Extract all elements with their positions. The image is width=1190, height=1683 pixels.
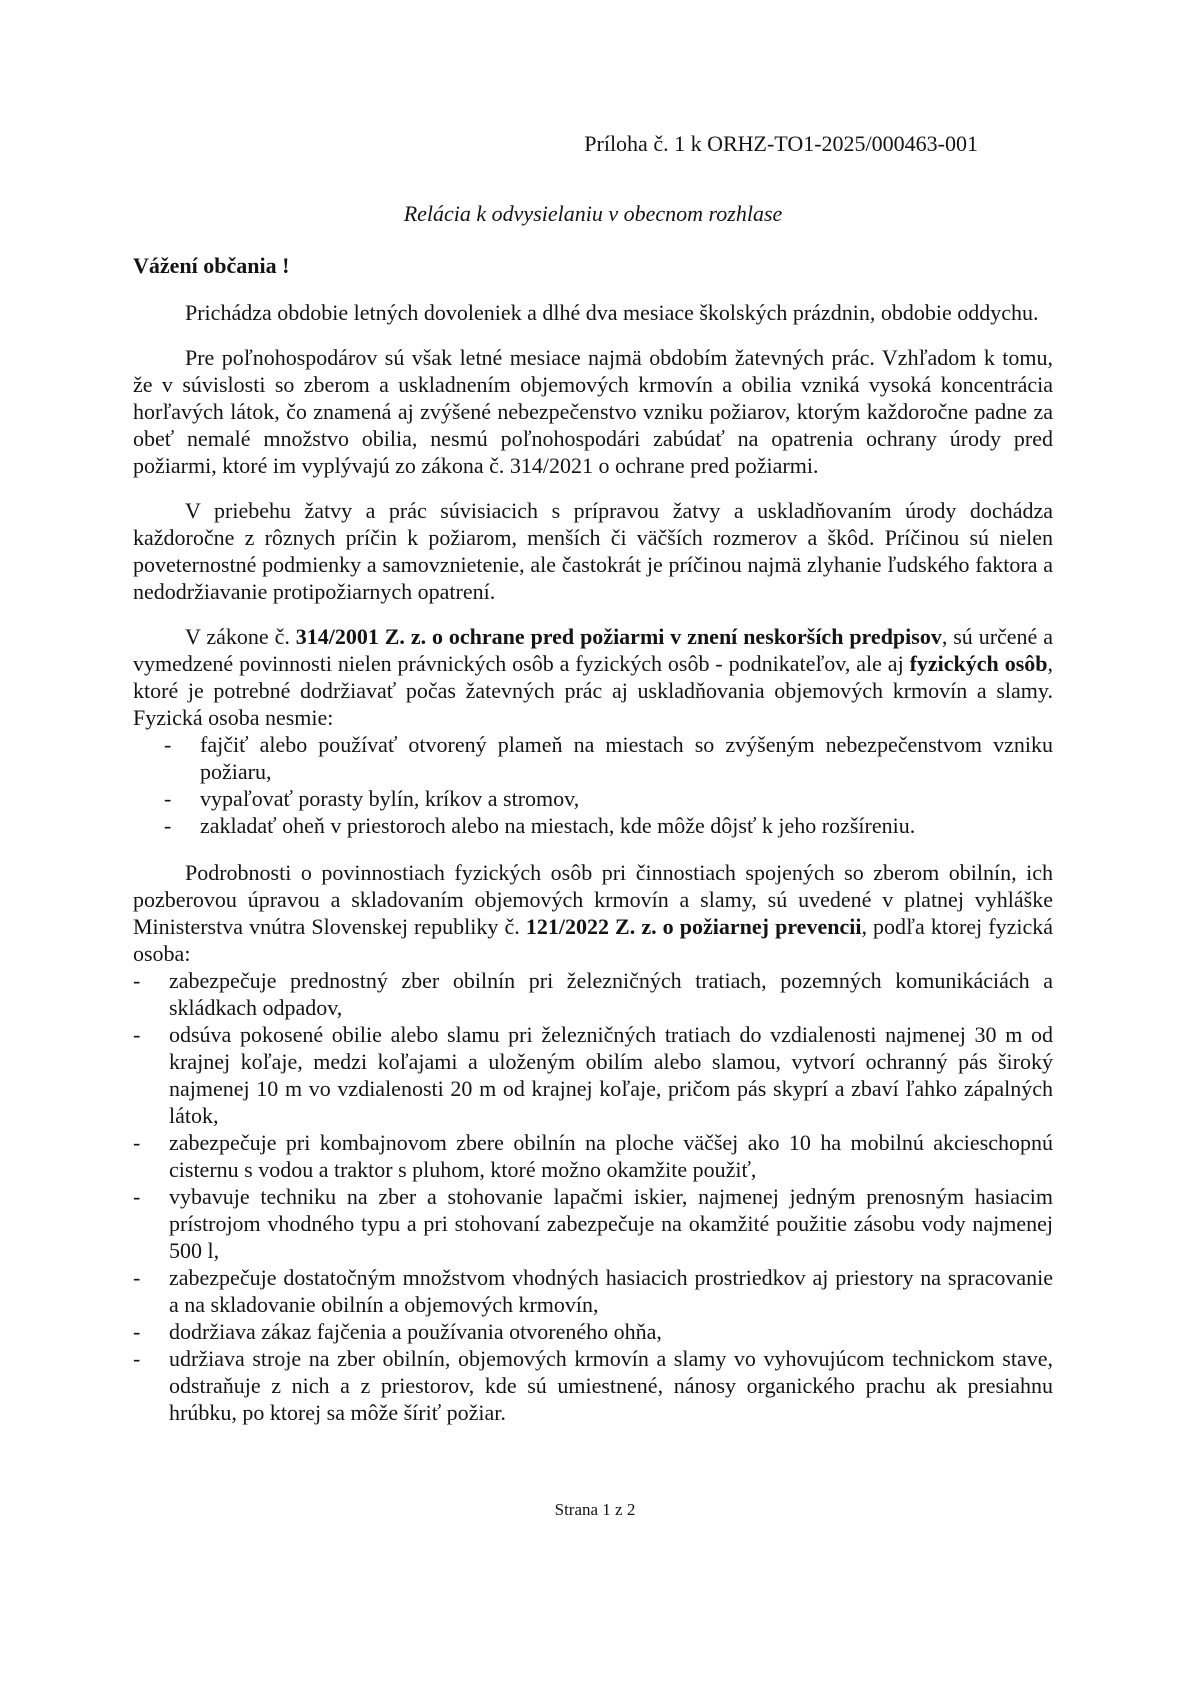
paragraph-farmers: Pre poľnohospodárov sú však letné mesiace najmä obdobím žatevných prác. Vzhľadom k tomu, že v súvislosti so zberom a uskladnením objemových krmovín a obilia vzniká vysoká koncentrácia horľavých látok, čo znamená aj zvýšené nebezpečenstvo vzniku požiarov, ktorým každoročne padne za obeť nemalé množstvo obilia, nesmú poľnohospodári zabúdať na opatrenia ochrany úrody pred požiarmi, ktoré im vyplývajú zo zákona č. 314/2021 o ochrane pred požiarmi. — [133, 345, 1053, 478]
list-item-text: zabezpečuje prednostný zber obilnín pri železničných tratiach, pozemných komunikáciách a skládkach odpadov, — [169, 968, 1053, 1020]
dash-marker: - — [133, 1265, 141, 1290]
list-item-text: vybavuje techniku na zber a stohovanie lapačmi iskier, najmenej jedným prenosným hasiacim prístrojom vhodného typu a pri stohovaní zabezpečuje na okamžité použitie zásobu vody najmenej 500 l, — [169, 1184, 1053, 1263]
list-item — [164, 731, 1053, 785]
list-item-text: zakladať oheň v priestoroch alebo na miestach, kde môže dôjsť k jeho rozšíreniu. — [200, 813, 916, 838]
list-item-text: dodržiava zákaz fajčenia a používania otvoreného ohňa, — [169, 1319, 662, 1344]
text-run: , sú určené a vymedzené povinnosti nielen právnických osôb a fyzických osôb - podnikateľov, ale aj — [133, 624, 1053, 676]
paragraph-decree-121 — [133, 859, 1053, 967]
attachment-reference: Príloha č. 1 k ORHZ-TO1-2025/000463-001 — [584, 131, 978, 156]
dash-marker: - — [133, 1184, 141, 1209]
list-item-text: odsúva pokosené obilie alebo slamu pri železničných tratiach do vzdialenosti najmenej 30 m od krajnej koľaje, medzi koľajami a uloženým obilím alebo slamou, vytvorí ochranný pás široký najmenej 10 m vo vzdialenosti 20 m od krajnej koľaje, pričom pás skyprí a zbaví ľahko zápalných látok, — [169, 1022, 1053, 1128]
paragraph-law-314 — [133, 623, 1053, 731]
list-item — [133, 1129, 1053, 1183]
dash-marker: - — [133, 1319, 141, 1344]
dash-marker: - — [133, 1346, 141, 1371]
dash-marker: - — [133, 1022, 141, 1047]
list-item — [133, 1345, 1053, 1426]
text-run-bold-decree: 121/2022 Z. z. o požiarnej prevencii — [525, 914, 862, 939]
text-run: Podrobnosti o povinnostiach fyzických osôb pri činnostiach spojených so zberom obilnín, ich pozberovou úpravou a skladovaním objemových krmovín a slamy, sú uvedené v platnej vyhláške Ministerstva vnútra Slovenskej republiky č. — [133, 860, 1053, 939]
salutation: Vážení občania ! — [133, 253, 290, 278]
text-run: , ktoré je potrebné dodržiavať počas žatevných prác aj uskladňovania objemových krmovín a slamy. Fyzická osoba nesmie: — [133, 651, 1053, 730]
list-item — [164, 812, 1053, 839]
text-run: , podľa ktorej fyzická osoba: — [133, 914, 1053, 966]
dash-marker: - — [133, 1130, 141, 1155]
list-item — [164, 785, 1053, 812]
list-item — [133, 1183, 1053, 1264]
list-item — [133, 1318, 1053, 1345]
text-run-bold-law: 314/2001 Z. z. o ochrane pred požiarmi v znení neskorších predpisov — [295, 624, 942, 649]
dash-marker: - — [164, 813, 172, 838]
text-run: V zákone č. — [185, 624, 296, 649]
document-title: Relácia k odvysielaniu v obecnom rozhlase — [403, 201, 783, 226]
prohibitions-list — [164, 731, 1053, 839]
dash-marker: - — [133, 968, 141, 993]
list-item-text: zabezpečuje pri kombajnovom zbere obilnín na ploche väčšej ako 10 ha mobilnú akcieschopnú cisternu s vodou a traktor s pluhom, ktoré možno okamžite použiť, — [169, 1130, 1053, 1182]
paragraph-intro: Prichádza obdobie letných dovoleniek a dlhé dva mesiace školských prázdnin, obdobie oddychu. — [185, 300, 1039, 325]
list-item-text: fajčiť alebo používať otvorený plameň na miestach so zvýšeným nebezpečenstvom vzniku požiaru, — [200, 732, 1053, 784]
list-item-text: udržiava stroje na zber obilnín, objemových krmovín a slamy vo vyhovujúcom technickom stave, odstraňuje z nich a z priestorov, kde sú umiestnené, nánosy organického prachu ak presiahnu hrúbku, po ktorej sa môže šíriť požiar. — [169, 1346, 1053, 1425]
paragraph-harvest-fires: V priebehu žatvy a prác súvisiacich s prípravou žatvy a uskladňovaním úrody dochádza každoročne z rôznych príčin k požiarom, menších či väčších rozmerov a škôd. Príčinou sú nielen poveternostné podmienky a samovznietenie, ale častokrát je príčinou najmä zlyhanie ľudského faktora a nedodržiavanie protipožiarnych opatrení. — [133, 498, 1053, 604]
text-run-bold-persons: fyzických osôb — [909, 651, 1048, 676]
list-item-text: zabezpečuje dostatočným množstvom vhodných hasiacich prostriedkov aj priestory na spracovanie a na skladovanie obilnín a objemových krmovín, — [169, 1265, 1053, 1317]
list-item — [133, 967, 1053, 1021]
list-item — [133, 1021, 1053, 1129]
page-number-footer: Strana 1 z 2 — [554, 1500, 636, 1519]
duties-list — [133, 967, 1053, 1426]
list-item-text: vypaľovať porasty bylín, kríkov a stromov, — [200, 786, 580, 811]
dash-marker: - — [164, 786, 172, 811]
list-item — [133, 1264, 1053, 1318]
dash-marker: - — [164, 732, 172, 757]
